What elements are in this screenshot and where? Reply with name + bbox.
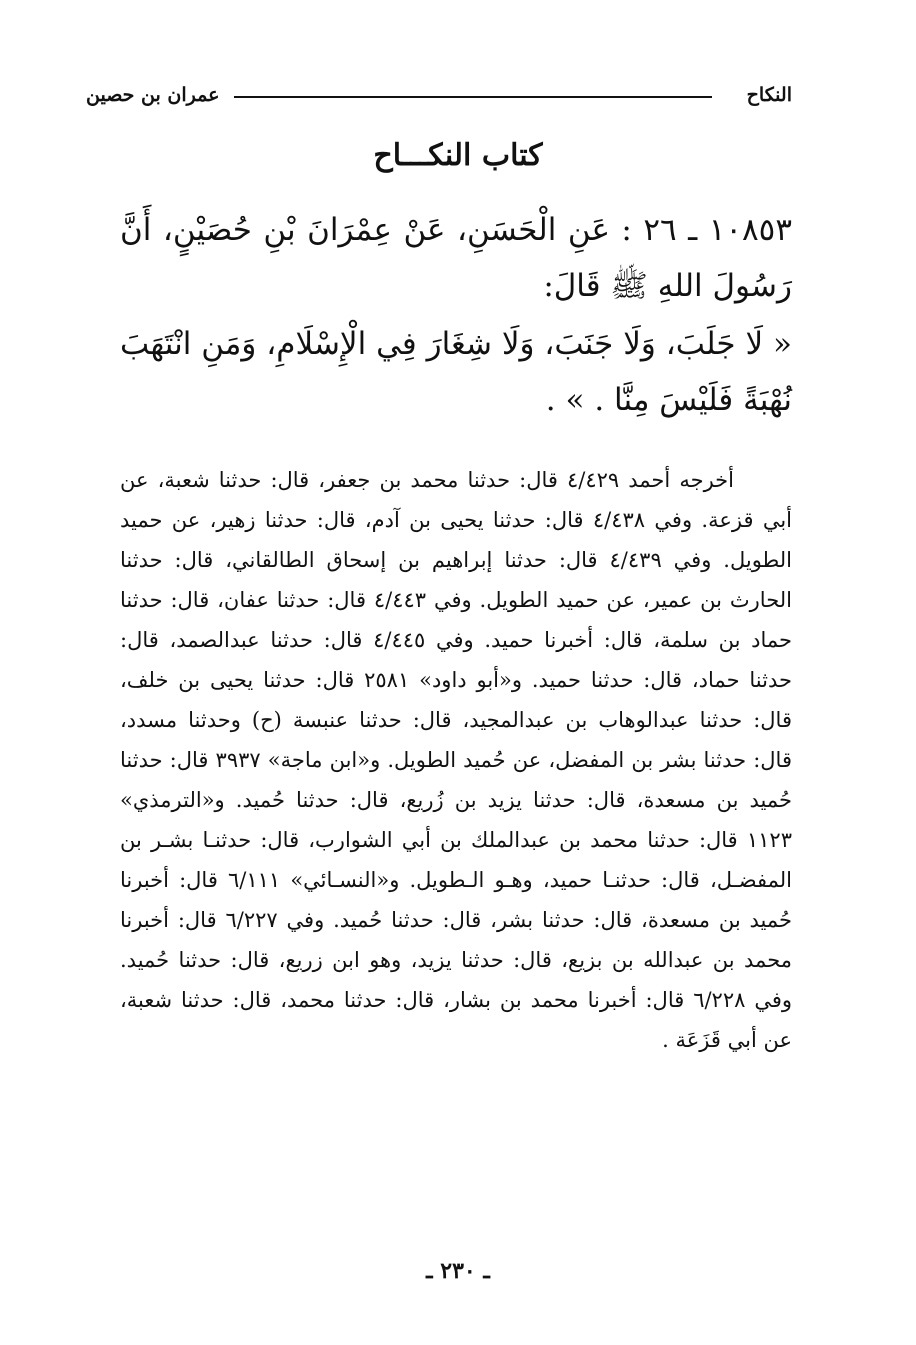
hadith-block bbox=[120, 202, 792, 428]
header-narrator: عمران بن حصين bbox=[86, 84, 220, 106]
header-chapter: النكاح bbox=[746, 84, 792, 106]
takhrij-text: أخرجه أحمد ٤/٤٢٩ قال: حدثنا محمد بن جعفر، قال: حدثنا شعبة، عن أبي قزعة. وفي ٤/٤٣٨ قال: حدثنا يحيى بن آدم، قال: حدثنا زهير، عن حميد الطويل. وفي ٤/٤٣٩ قال: حدثنا إبراهيم بن إسحاق الطالقاني، قال: حدثنا الحارث بن عمير، عن حميد الطويل. وفي ٤/٤٤٣ قال: حدثنا عفان، قال: حدثنا حماد بن سلمة، قال: أخبرنا حميد. وفي ٤/٤٤٥ قال: حدثنا عبدالصمد، قال: حدثنا حماد، قال: حدثنا حميد. و«أبو داود» ٢٥٨١ قال: حدثنا يحيى بن خلف، قال: حدثنا عبدالوهاب بن عبدالمجيد، قال: حدثنا عنبسة (ح) وحدثنا مسدد، قال: حدثنا بشر بن المفضل، عن حُميد الطويل. و«ابن ماجة» ٣٩٣٧ قال: حدثنا حُميد بن مسعدة، قال: حدثنا يزيد بن زُريع، قال: حدثنا حُميد. و«الترمذي» ١١٢٣ قال: حدثنا محمد بن عبدالملك بن أبي الشوارب، قال: حدثنـا بشـر بن المفضـل، قال: حدثنـا حميد، وهـو الـطويل. و«النسـائي» ٦/١١١ قال: أخبرنا حُميد بن مسعدة، قال: حدثنا بشر، قال: حدثنا حُميد. وفي ٦/٢٢٧ قال: أخبرنا محمد بن عبدالله بن بزيع، قال: حدثنا يزيد، وهو ابن زريع، قال: حدثنا حُميد. وفي ٦/٢٢٨ قال: أخبرنا محمد بن بشار، قال: حدثنا محمد، قال: حدثنا شعبة، عن أبي قَزَعَة . bbox=[120, 468, 793, 1052]
hadith-isnad: ١٠٨٥٣ ـ ٢٦ : عَنِ الْحَسَنِ، عَنْ عِمْرَانَ بْنِ حُصَيْنٍ، أَنَّ رَسُولَ اللهِ ﷺ قَالَ: bbox=[120, 212, 792, 304]
header-rule bbox=[234, 96, 712, 98]
running-header bbox=[86, 84, 792, 116]
book-title: كتاب النكـــاح bbox=[373, 138, 543, 173]
takhrij-paragraph bbox=[120, 460, 792, 1060]
page-number: ـ ٢٣٠ ـ bbox=[426, 1258, 490, 1284]
hadith-matn: « لَا جَلَبَ، وَلَا جَنَبَ، وَلَا شِغَارَ فِي الْإِسْلَامِ، وَمَنِ انْتَهَبَ نُهْبَةً فَلَيْسَ مِنَّا . » . bbox=[120, 326, 792, 418]
